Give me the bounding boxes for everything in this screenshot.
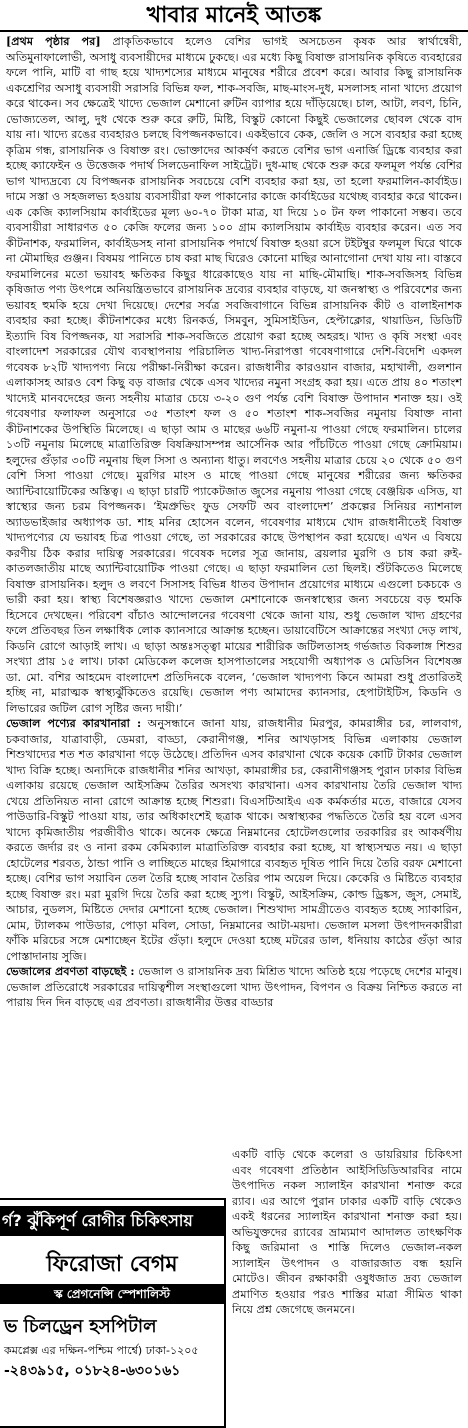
advertisement-box [0, 1198, 226, 1428]
headline: খাবার মানেই আতঙ্ক [146, 3, 322, 28]
ad-hospital-name: ভ চিলড্রেন হসপিটাল [4, 1316, 157, 1337]
paragraph-text: প্রাকৃতিকভাবে হলেও বেশির ভাগই অসচেতন কৃষক আর স্বার্থান্বেষী, অতিমুনাফালোভী, অসাধু ব্যবসায়ীদের মাধ্যমে ঢুকছে। এর মধ্যে কিছু বিষাক্ত রাসায়নিক কৃষিতে ব্যবহারের ফলে পানি, মাটি বা গাছ হয়ে খাদ্যশস্যের মাধ্যমে মানুষের শরীরে প্রবেশ করে। আবার কিছু রাসায়নিক একশ্রেণির অসাধু ব্যবসায়ী সরাসরি বিভিন্ন ফল, শাক-সবজি, মাছ-মাংস-দুধ, মসলাসহ নানা খাদ্যে প্রয়োগ করে থাকেন। সব ক্ষেত্রেই খাদ্যে ভেজাল মেশানো রুটিন ব্যাপার হয়ে দাঁড়িয়েছে। চাল, আটা, লবণ, চিনি, ভোজ্যতেল, আলু, দুধ থেকে শুরু করে রুটি, মিষ্টি, বিস্কুট কোনো কিছুই ভেজালের ছোবল থেকে বাদ যায় না। খাদ্যে রঙের ব্যবহারও চলছে বিপজ্জনকভাবে। একইভাবে কেক, জেলি ও সসে ব্যবহার করা হচ্ছে কৃত্রিম গন্ধ, রাসায়নিক ও বিষাক্ত রং। ভোক্তাদের আকর্ষণ করতে বেশির ভাগ এনার্জি ড্রিঙ্কে ব্যবহার করা হচ্ছে ক্যাফেইন ও উত্তেজক পদার্থ সিলডেনাফিল সাইট্রেট। দুধ-মাছ থেকে শুরু করে ফলমূল পর্যন্ত বেশির ভাগ খাদ্যদ্রব্যে যে বিপজ্জনক রাসায়নিক সবচেয়ে বেশি ব্যবহার করা হয়, তা হলো ফরমালিন-কার্বাইড। দামে সস্তা ও সহজলভ্য হওয়ায় ব্যবসায়ীরা ফল পাকানোর কাজে কার্বাইডের যথেচ্ছ ব্যবহার করে থাকেন। এক কেজি ক্যালসিয়াম কার্বাইডের মূল্য ৬০-৭০ টাকা মাত্র, যা দিয়ে ১০ টন ফল পাকানো সম্ভব। তবে ব্যবসায়ীরা সাধারণত ৫০ কেজি ফলের জন্য ১০০ গ্রাম ক্যালসিয়াম কার্বাইড ব্যবহার করেন। এত সব কীটনাশক, ফরমালিন, কার্বাইডসহ নানা রাসায়নিক পদার্থে বিষাক্ত হওয়া রসে টইটম্বুর ফলমূল ঘিরে থাকে না মৌমাছির গুঞ্জন। বিষময় পানিতে চাষ করা মাছ ঘিরেও কোনো মাছির আনাগোনা দেখা যায় না। বাস্তবে ফরমালিনের মতো ভয়াবহ ক্ষতিকর কিছুর ধারেকাছেও যায় না মাছি-মৌমাছি। শাক-সবজিসহ বিভিন্ন কৃষিজাত পণ্য উৎপন্নে অনিয়ন্ত্রিতভাবে রাসায়নিক দ্রব্যের ব্যবহার বাড়ছে, যা জনস্বাস্থ্য ও পরিবেশের জন্য ভয়াবহ হুমকি হয়ে দেখা দিয়েছে। দেশের সর্বত্র সবজিবাগানে বিভিন্ন রাসায়নিক কীট ও বালাইনাশক ব্যবহার করা হচ্ছে। কীটনাশকের মধ্যে রিনকর্ড, সিমবুন, সুমিসাইডিন, হেপ্টাক্লোর, থায়াডিন, ডিডিটি ইত্যাদি বিষ বিপজ্জনক, যা সরাসরি শাক-সবজিতে প্রয়োগ করা হচ্ছে অহরহ। খাদ্য ও কৃষি সংস্থা এবং বাংলাদেশ সরকারের যৌথ ব্যবস্থাপনায় পরিচালিত খাদ্য-নিরাপত্তা গবেষণাগারে দেশি-বিদেশি একদল গবেষক ৮২টি খাদ্যপণ্য নিয়ে পরীক্ষা-নিরীক্ষা করেন। রাজধানীর কারওয়ান বাজার, মহাখালী, গুলশান এলাকাসহ আরও বেশ কিছু বড় বাজার থেকে এসব খাদ্যের নমুনা সংগ্রহ করা হয়। এতে প্রায় ৪০ শতাংশ খাদ্যেই মানবদেহের জন্য সহনীয় মাত্রার চেয়ে ৩-২০ গুণ পর্যন্ত বেশি বিষাক্ত উপাদান শনাক্ত হয়। ওই গবেষণার ফলাফল অনুসারে ৩৫ শতাংশ ফল ও ৫০ শতাংশ শাক-সবজির নমুনায় বিষাক্ত নানা কীটনাশকের উপস্থিতি মিলেছে। এ ছাড়া আম ও মাছের ৬৬টি নমুনা-য় পাওয়া গেছে ফরমালিন। চালের ১৩টি নমুনায় মিলেছে মাত্রাতিরিক্ত বিষক্রিয়াসম্পন্ন আর্সেনিক আর পাঁচটিতে পাওয়া গেছে ক্রোমিয়াম। হলুদের গুঁড়ার ৩০টি নমুনায় ছিল সিসা ও অন্যান্য ধাতু। লবণেও সহনীয় মাত্রার চেয়ে ২০ থেকে ৫০ গুণ বেশি সিসা পাওয়া গেছে। মুরগির মাংস ও মাছে পাওয়া গেছে মানুষের শরীরের জন্য ক্ষতিকর অ্যান্টিবায়োটিকের অস্তিত্ব। এ ছাড়া চারটি প্যাকেটজাত জুসের নমুনায় পাওয়া গেছে বেঞ্জয়িক এসিড, যা স্বাস্থ্যের জন্য চরম বিপজ্জনক। ‘ইমপ্রুভিং ফুড সেফটি অব বাংলাদেশ’ প্রকল্পের সিনিয়র ন্যাশনাল অ্যাডভাইজার অধ্যাপক ডা. শাহ মনির হোসেন বলেন, গবেষণার মাধ্যমে খোদ রাজধানীতেই বিষাক্ত খাদ্যপণ্যের যে ভয়াবহ চিত্র পাওয়া গেছে, তা সরকারের কাছে উপস্থাপন করা হয়েছে। এখন এ বিষয়ে করণীয় ঠিক করার দায়িত্ব সরকারের। গবেষক দলের সূত্র জানায়, ব্রয়লার মুরগি ও চাষ করা রুই-কাতলজাতীয় মাছে অ্যান্টিবায়োটিক পাওয়া গেছে। এ ছাড়া ফরমালিন তো ছিলই। শুঁটকিতেও মিলেছে বিষাক্ত রাসায়নিক। হলুদ ও লবণে সিসাসহ বিভিন্ন ধাতব উপাদান প্রয়োগের মাধ্যমে এগুলো চকচকে ও ভারী করা হয়। স্বাস্থ্য বিশেষজ্ঞরাও খাদ্যে ভেজাল মেশানোকে জনস্বাস্থ্যের জন্য সবচেয়ে বড় হুমকি হিসেবে দেখছেন। পরিবেশ বাঁচাও আন্দোলনের গবেষণা থেকে জানা যায়, শুধু ভেজাল খাদ্য গ্রহণের ফলে প্রতিবছর তিন লক্ষাধিক লোক ক্যানসারে আক্রান্ত হচ্ছেন। ডায়াবেটিসে আক্রান্তের সংখ্যা দেড় লাখ, কিডনি রোগে আড়াই লাখ। এ ছাড়া অন্তঃসত্ত্বা মায়ের শারীরিক জটিলতাসহ গর্ভজাত বিকলাঙ্গ শিশুর সংখ্যা প্রায় ১৫ লাখ। ঢাকা মেডিকেল কলেজ হাসপাতালের সহযোগী অধ্যাপক ও মেডিসিন বিশেষজ্ঞ ডা. মো. বশির আহমেদ বাংলাদেশ প্রতিদিনকে বলেন, ‘ভেজাল খাদ্যপণ্য কিনে আমরা শুধু প্রতারিতই হচ্ছি না, মারাত্মক স্বাস্থ্যঝুঁকিতেও রয়েছি। ভেজাল পণ্য আমাদের ক্যানসার, হেপাটাইটিস, কিডনি ও লিভারের জটিল রোগ সৃষ্টির জন্য দায়ী।’ [6, 35, 462, 715]
article-body [6, 34, 462, 1151]
ad-tagline: র্গ? ঝুঁকিপূর্ণ রোগীর চিকিৎসায় [0, 1206, 224, 1236]
section-text: অনুসন্ধানে জানা যায়, রাজধানীর মিরপুর, কামরাঙ্গীর চর, লালবাগ, চকবাজার, যাত্রাবাড়ী, ডেমরা, বাড্ডা, কেরানীগঞ্জ, শনির আখড়াসহ বিভিন্ন এলাকায় ভেজাল শিশুখাদ্যের শত শত কারখানা গড়ে উঠেছে। প্রতিদিন এসব কারখানা থেকে কয়েক কোটি টাকার ভেজাল খাদ্য বিক্রি হচ্ছে। অন্যদিকে রাজধানীর শনির আখড়া, কামরাঙ্গীর চর, কেরানীগঞ্জসহ পুরান ঢাকার বিভিন্ন এলাকায় রয়েছে ভেজাল আইসক্রিম তৈরির অসংখ্য কারখানা। এসব কারখানায় তৈরি ভেজাল খাদ্য খেয়ে প্রতিনিয়ত নানা রোগে আক্রান্ত হচ্ছে শিশুরা। বিএসটিআইএ এক কর্মকর্তার মতে, বাজারে যেসব পাউডারি-বিস্কুট পাওয়া যায়, তার অধিকাংশেই ছত্রাক থাকে। অস্বাস্থ্যকর পদ্ধতিতে তৈরি হয় বলে এসব খাদ্যে কৃমিজাতীয় পরজীবীও থাকে। অনেক ক্ষেত্রে নিম্নমানের হোটেলগুলোর তরকারির রং আকর্ষণীয় করতে জর্দার রং ও নানা রকম কেমিক্যাল মাত্রাতিরিক্ত ব্যবহার করা হচ্ছে, যা স্বাস্থ্যসম্মত নয়। এ ছাড়া হোটেলের শরবত, ঠান্ডা পানি ও লাচ্ছিতে মাছের হিমাগারে ব্যবহৃত দূষিত পানি দিয়ে তৈরি বরফ মেশানো হচ্ছে। বেশির ভাগ সয়াবিন তেল তৈরি হচ্ছে সাবান তৈরির পাম অয়েল দিয়ে। কেকেরি ও মিষ্টিতে ব্যবহার হচ্ছে বিষাক্ত রং। মরা মুরগি দিয়ে তৈরি করা হচ্ছে স্যুপ। বিস্কুট, আইসক্রিম, কোল্ড ড্রিঙ্কস, জুস, সেমাই, আচার, নুডলস, মিষ্টিতে দেদার মেশানো হচ্ছে ভেজাল। শিশুখাদ্য সামগ্রীতেও ব্যবহৃত হচ্ছে স্যাকারিন, মোম, ট্যালকম পাউডার, পোড়া মবিল, সোডা, নিম্নমানের আটা-ময়দা। ভেজাল মসলা উৎপাদনকারীরা ফাঁকি মরিচের সঙ্গে মেশাচ্ছেন ইটের গুঁড়া। হলুদে দেওয়া হচ্ছে মটরের ডাল, ধনিয়ায় কাঠের গুঁড়া আর পোস্তাদানায় সুজি। [6, 717, 462, 963]
ad-specialty: স্ক প্রেগনেন্সি স্পেশালিস্ট [0, 1284, 224, 1304]
section-text: ভেজাল ও রাসায়নিক দ্রব্য মিশ্রিত খাদ্যে অতিষ্ঠ হয়ে পড়েছে দেশের মানুষ। ভেজাল প্রতিরোধে সরকারের দায়িত্বশীল সংস্থাগুলো খাদ্য উৎপাদন, বিপণন ও বিক্রয় নিশ্চিত করতে না পারায় দিন দিন বাড়ছে এর প্রবণতা। রাজধানীর উত্তর বাড্ডার [6, 965, 462, 1009]
article-paragraph [6, 716, 462, 964]
section-heading: ভেজাল পণ্যের কারখানারা : [6, 716, 142, 730]
ad-address: কমপ্লেক্স এর দক্ষিন-পশ্চিম পার্শ্বে) ঢাকা-১২০৫ [4, 1344, 199, 1357]
ad-phone: -২৪৩৯১৫, ০১৮২৪-৬৩০১৬১ [4, 1363, 181, 1379]
continuation-label: [প্রথম পৃষ্ঠার পর] [6, 34, 101, 48]
section-heading: ভেজালের প্রবণতা বাড়ছেই : [6, 964, 135, 978]
article-paragraph [6, 964, 462, 1011]
ad-doctor-name: ফিরোজা বেগম [46, 1252, 178, 1277]
article-paragraph [6, 34, 462, 716]
article-tail-column: একটি বাড়ি থেকে কলেরা ও ডায়রিয়ার চিকিৎসা এবং গবেষণা প্রতিষ্ঠান আইসিডিডিআরবির নামে উৎপাদিত নকল স্যালাইন কারখানা শনাক্ত করে র‌্যাব। এর আগে পুরান ঢাকার একটি বাড়ি থেকেও একই ধরনের স্যালাইন কারখানা শনাক্ত করা হয়। অভিযুক্তদের র‌্যাবের ভ্রাম্যমাণ আদালত তাৎক্ষণিক কিছু জরিমানা ও শাস্তি দিলেও ভেজাল-নকল স্যালাইন উৎপাদন ও বাজারজাত বন্ধ হয়নি মোটেও। জীবন রক্ষাকারী ওষুধজাত দ্রব্য ভেজাল প্রমাণিত হওয়ার পরও শাস্তির মাত্রা সীমিত থাকা নিয়ে প্রশ্ন জেগেছে জনমনে। [232, 1148, 462, 1316]
headline-rule [0, 30, 468, 32]
